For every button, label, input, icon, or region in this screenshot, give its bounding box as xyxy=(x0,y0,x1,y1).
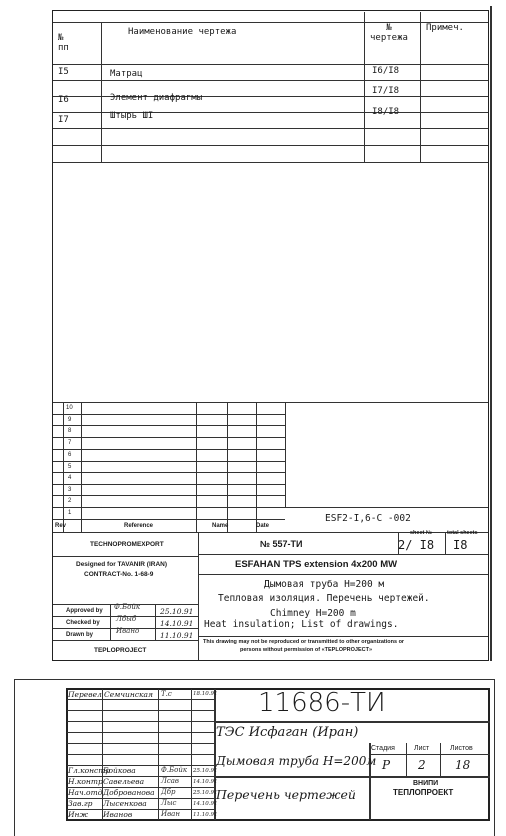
staff-name: Иванов xyxy=(103,810,133,819)
translator-signature: Т.с xyxy=(161,690,172,698)
checked-label: Checked by xyxy=(66,620,100,626)
title-en-1: Chimney H=200 m xyxy=(270,608,356,619)
sheet-value: 2 xyxy=(418,758,426,772)
translator-name: Семчинская xyxy=(104,690,153,699)
drawn-date: 11.10.91 xyxy=(160,631,194,640)
revision-number: 6 xyxy=(68,452,72,458)
reference-label: Reference xyxy=(124,523,154,529)
staff-role: Гл.констр xyxy=(68,766,111,775)
row-number: I5 xyxy=(58,67,69,77)
organization-line-2: ТЕПЛОПРОЕКТ xyxy=(393,788,454,797)
row-sheet: I6/I8 xyxy=(372,66,400,76)
checked-date: 14.10.91 xyxy=(160,619,194,628)
row-sheet: I7/I8 xyxy=(372,86,400,96)
sheets-label: Листов xyxy=(450,745,473,752)
approved-signature: Ф.Бойк xyxy=(114,603,141,611)
drawn-label: Drawn by xyxy=(66,632,94,638)
staff-role: Инж xyxy=(68,810,89,819)
approved-label: Approved by xyxy=(66,608,103,614)
stamp-subtitle: Перечень чертежей xyxy=(216,787,356,802)
revision-number: 7 xyxy=(68,440,72,446)
sheets-value: 18 xyxy=(455,758,471,772)
staff-date: 14.10.91 xyxy=(193,801,218,807)
date-label: Date xyxy=(256,523,270,529)
title-ru-2: Тепловая изоляция. Перечень чертежей. xyxy=(218,593,430,604)
drawing-number: № 557-ТИ xyxy=(260,539,303,549)
header-name: Наименование чертежа xyxy=(128,27,237,37)
staff-signature: Дбр xyxy=(161,788,176,796)
revision-number: 8 xyxy=(68,428,72,434)
total-sheets-value: I8 xyxy=(453,538,468,552)
designed-for: Designed for TAVANIR (IRAN) xyxy=(76,561,167,568)
revision-number: 3 xyxy=(68,487,72,493)
name-label: Name xyxy=(212,523,229,529)
header-note: Примеч. xyxy=(426,23,464,33)
checked-signature: Лбыб xyxy=(116,615,137,623)
notice-line-2: persons without permission of «TEPLOPROJECT» xyxy=(240,647,373,653)
header-sheet: № чертежа xyxy=(370,23,408,43)
row-number: I6 xyxy=(58,95,69,105)
project-title: ESFAHAN TPS extension 4x200 MW xyxy=(235,559,398,570)
sheet-label: Лист xyxy=(414,745,430,752)
stamp-document-number: 11686-ТИ xyxy=(258,688,386,718)
sheet-value: 2/ I8 xyxy=(398,538,435,552)
row-number: I7 xyxy=(58,115,69,125)
staff-name: Бойкова xyxy=(103,766,136,775)
revision-number: 1 xyxy=(68,510,72,516)
revision-number: 2 xyxy=(68,498,72,504)
notice-line-1: This drawing may not be reproduced or transmitted to other organizations or xyxy=(203,639,405,645)
staff-name: Доброванова xyxy=(103,788,155,797)
header-number: № пп xyxy=(58,33,69,53)
staff-signature: Иван xyxy=(161,810,180,818)
staff-date: 25.10.91 xyxy=(193,790,218,796)
organization-line-1: ВНИПИ xyxy=(413,780,439,787)
stamp-title: Дымовая труба Н=200м xyxy=(216,754,377,768)
staff-name: Лысенкова xyxy=(103,799,147,808)
staff-date: 14.10.91 xyxy=(193,779,218,785)
designer-name: TEPLOPROJECT xyxy=(94,647,147,654)
staff-signature: Лсав xyxy=(161,777,180,785)
row-name: Штырь ШI xyxy=(110,111,154,121)
staff-role: Зав.гр xyxy=(68,799,93,808)
title-en-2: Heat insulation; List of drawings. xyxy=(204,619,399,630)
staff-signature: Ф.Бойк xyxy=(161,766,188,774)
translated-date: 18.10.91 xyxy=(193,691,218,697)
revision-number: 10 xyxy=(66,405,73,411)
stage-value: Р xyxy=(382,758,391,772)
staff-name: Савельева xyxy=(103,777,145,786)
document-code: ESF2-I,6-C -002 xyxy=(325,513,411,524)
stamp-object: ТЭС Исфаган (Иран) xyxy=(216,725,359,740)
staff-signature: Лыс xyxy=(161,799,177,807)
translated-label: Перевел xyxy=(68,690,102,699)
stage-label: Стадия xyxy=(371,745,395,752)
staff-role: Нач.отд xyxy=(68,788,103,797)
revision-number: 5 xyxy=(68,464,72,470)
staff-date: 25.10.91 xyxy=(193,768,218,774)
drawn-signature: Ивано xyxy=(116,627,140,635)
title-ru-1: Дымовая труба Н=200 м xyxy=(264,579,385,590)
sheet-label: sheet № xyxy=(410,530,433,536)
staff-role: Н.контр xyxy=(68,777,103,786)
approved-date: 25.10.91 xyxy=(160,607,194,616)
row-name: Элемент диафрагмы xyxy=(110,93,203,103)
row-name: Матрац xyxy=(110,69,143,79)
revision-number: 4 xyxy=(68,475,72,481)
staff-date: 11.10.91 xyxy=(193,812,218,818)
company-name: TECHNOPROMEXPORT xyxy=(90,541,164,548)
rev-label: Rev xyxy=(55,523,67,529)
row-sheet: I8/I8 xyxy=(372,107,400,117)
contract-number: CONTRACT-No. 1-68-9 xyxy=(84,571,154,578)
total-sheets-label: total sheets xyxy=(447,530,478,536)
revision-number: 9 xyxy=(68,417,72,423)
